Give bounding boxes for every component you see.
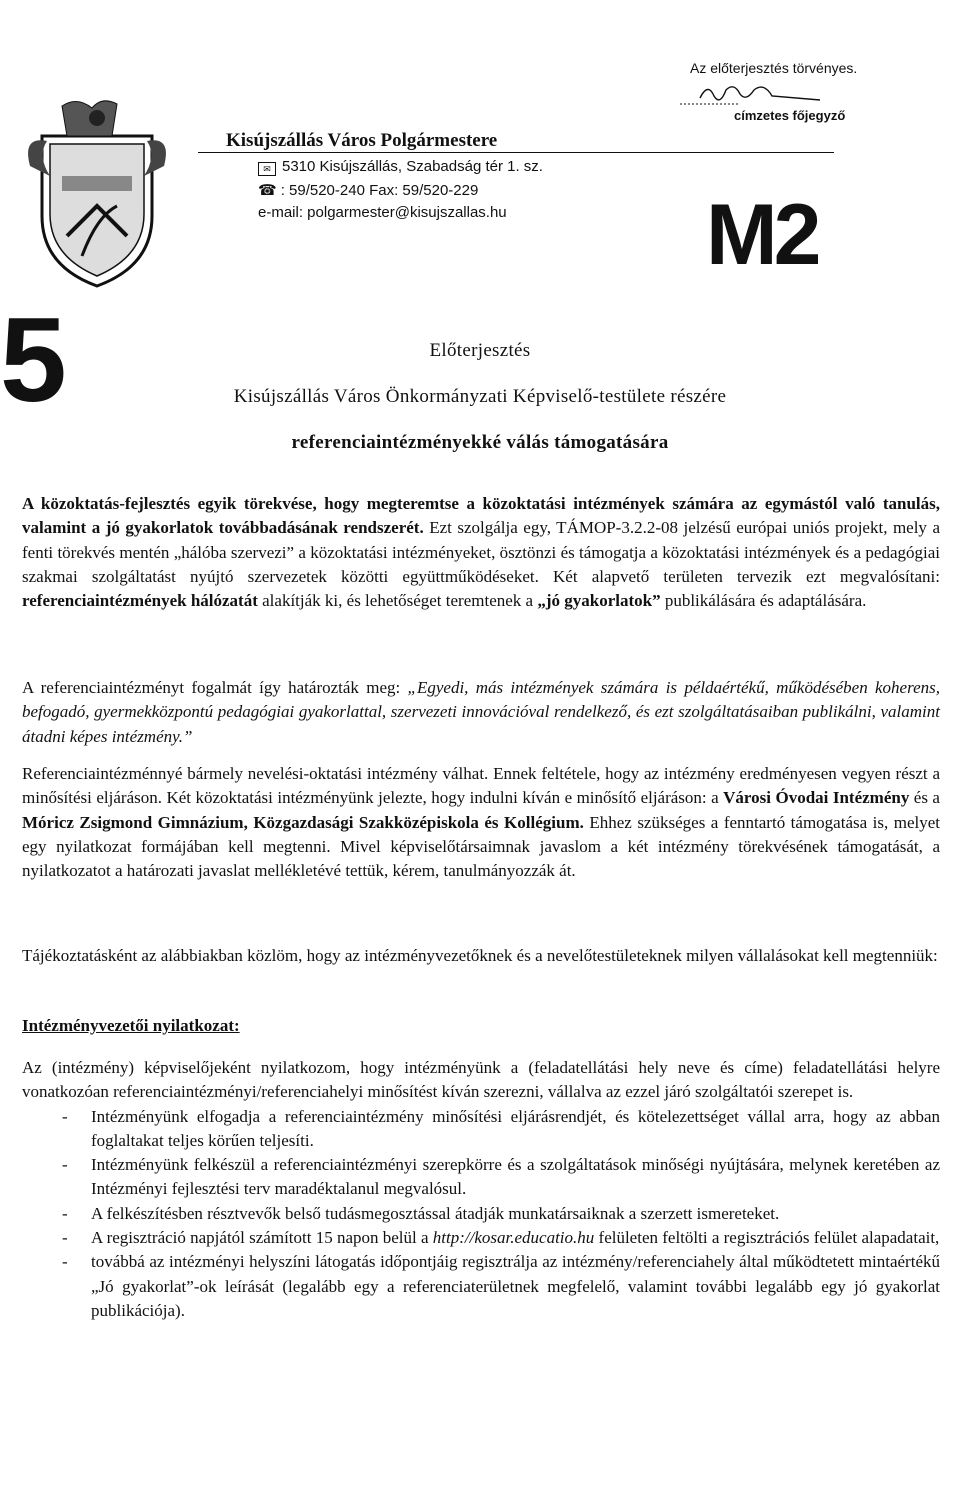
email-line bbox=[258, 204, 507, 221]
p3-bold1: Városi Óvodai Intézmény bbox=[723, 788, 910, 808]
approval-note: Az előterjesztés törvényes. bbox=[690, 60, 858, 76]
p2-text: A referenciaintézményt fogalmát így határozták meg: bbox=[22, 678, 408, 697]
p1-text1: Ezt szolgálja egy, TÁMOP-3.2.2-08 jelzésű európai uniós projekt, mely a fenti törekvés mentén „hálóba szervezi” a közoktatási intézményeket, ösztönzi és támogatja a közoktatási intézmények és a pedagógiai szakmai szolgáltatást nyújtó szervezetek közötti együttműködéseket. Két alapvető területen tervezik ezt megvalósítani: bbox=[22, 518, 940, 586]
paragraph-1 bbox=[22, 492, 940, 613]
doc-addressee: Kisújszállás Város Önkormányzati Képviselő-testülete részére bbox=[233, 386, 727, 407]
section-heading: Intézményvezetői nyilatkozat: bbox=[22, 1016, 240, 1035]
page-number: 5 bbox=[0, 293, 67, 427]
doc-title: Előterjesztés bbox=[429, 340, 531, 361]
paragraph-2 bbox=[22, 676, 940, 749]
p2-definition: „Egyedi, más intézmények számára is példaértékű, működésében koherens, befogadó, gyermekközpontú pedagógiai gyakorlattal, szervezeti innovációval rendelkező, és ezt szolgáltatásaiban publikálni, valamint átadni képes intézmény.” bbox=[22, 678, 940, 746]
registration-link[interactable]: http://kosar.educatio.hu bbox=[432, 1228, 595, 1248]
address-text: 5310 Kisújszállás, Szabadság tér 1. sz. bbox=[282, 158, 543, 175]
list-item: - A felkészítésben résztvevők belső tudásmegosztással átadják munkatársaiknak a szerzett ismereteket. bbox=[22, 1202, 940, 1226]
annex-mark: M2 bbox=[706, 187, 818, 283]
p3-bold2: Móricz Zsigmond Gimnázium, Közgazdasági Szakközépiskola és Kollégium. bbox=[22, 812, 584, 832]
phone-text: : 59/520-240 Fax: 59/520-229 bbox=[280, 182, 479, 199]
p3-text2: és a bbox=[909, 788, 940, 808]
p1-bold2: referenciaintézmények hálózatát bbox=[22, 591, 258, 611]
email-text: e-mail: polgarmester@kisujszallas.hu bbox=[258, 204, 507, 221]
signature-image bbox=[680, 80, 840, 110]
p3-text1: Referenciaintézménnyé bármely nevelési-oktatási intézmény válhat. Ennek feltétele, hogy az intézmény eredményesen vegyen részt a minősítési eljáráson. Két közoktatási intézményünk jelezte, hogy indulni kíván e minősítő eljáráson: a bbox=[22, 764, 940, 808]
crest-emblem-icon bbox=[22, 96, 172, 292]
list-item: - Intézményünk elfogadja a referenciaintézmény minősítési eljárásrendjét, és kötelezettséget vállal arra, hogy az abban foglaltakat teljes körűen teljesíti. bbox=[22, 1105, 940, 1154]
phone-line bbox=[258, 181, 478, 199]
doc-subject: referenciaintézményekké válás támogatására bbox=[291, 432, 669, 453]
paragraph-3 bbox=[22, 762, 940, 883]
approval-role: címzetes főjegyző bbox=[734, 108, 846, 123]
paragraph-4: Tájékoztatásként az alábbiakban közlöm, hogy az intézményvezetőknek és a nevelőtestületeknek milyen vállalásokat kell megtenniük: bbox=[22, 946, 938, 965]
approval-stamp bbox=[690, 60, 858, 123]
declaration bbox=[22, 1056, 940, 1323]
list-item: - Intézményünk felkészül a referenciaintézményi szerepkörre és a szolgáltatások minőségi nyújtására, melynek keretében az Intézményi fejlesztési terv maradéktalanul megvalósul. bbox=[22, 1153, 940, 1202]
mail-icon: ✉ bbox=[258, 162, 276, 176]
p1-text2: alakítják ki, és lehetőséget teremtenek a bbox=[257, 591, 538, 611]
list-item bbox=[22, 1226, 940, 1250]
header-rule bbox=[198, 152, 834, 153]
p1-bold3: „jó gyakorlatok” bbox=[537, 591, 661, 611]
p1-text3: publikálására és adaptálására. bbox=[660, 591, 867, 611]
p1-bold: A közoktatás-fejlesztés egyik törekvése, hogy megteremtse a közoktatási intézmények számára az egymástól való tanulás, valamint a jó gyakorlatok továbbadásának rendszerét. bbox=[22, 494, 940, 538]
bullet4-text-b: felületen feltölti a regisztrációs felület alapadatait, bbox=[594, 1228, 940, 1248]
list-item: - továbbá az intézményi helyszíni látogatás időpontjáig regisztrálja az intézmény/referenciahely által működtetett mintaértékű „Jó gyakorlat”-ok leírását (legalább egy a referenciaterületnek megfelelő, valamint további legalább egy jó gyakorlat publikációja). bbox=[22, 1250, 940, 1323]
address-line bbox=[258, 158, 543, 176]
bullet4-text-a: A regisztráció napjától számított 15 napon belül a bbox=[91, 1228, 433, 1248]
phone-icon: ☎ bbox=[258, 182, 277, 199]
commitment-list bbox=[22, 1105, 940, 1324]
issuer-name: Kisújszállás Város Polgármestere bbox=[226, 130, 498, 151]
p3-text3: Ehhez szükséges a fenntartó támogatása is, melyet egy nyilatkozat formájában kell megtenni. Mivel képviselőtársaimnak javaslom a két intézmény törekvésének támogatását, a nyilatkozatot a határozati javaslat mellékletévé tettük, kérem, tanulmányozzák át. bbox=[22, 812, 940, 881]
paragraph-5: Az (intézmény) képviselőjeként nyilatkozom, hogy intézményünk a (feladatellátási hely neve és címe) feladatellátási helyre vonatkozóan referenciaintézményi/referenciahelyi minősítést kíván szerezni, vállalva az ezzel járó szolgáltatói szerepet is. bbox=[22, 1058, 940, 1102]
